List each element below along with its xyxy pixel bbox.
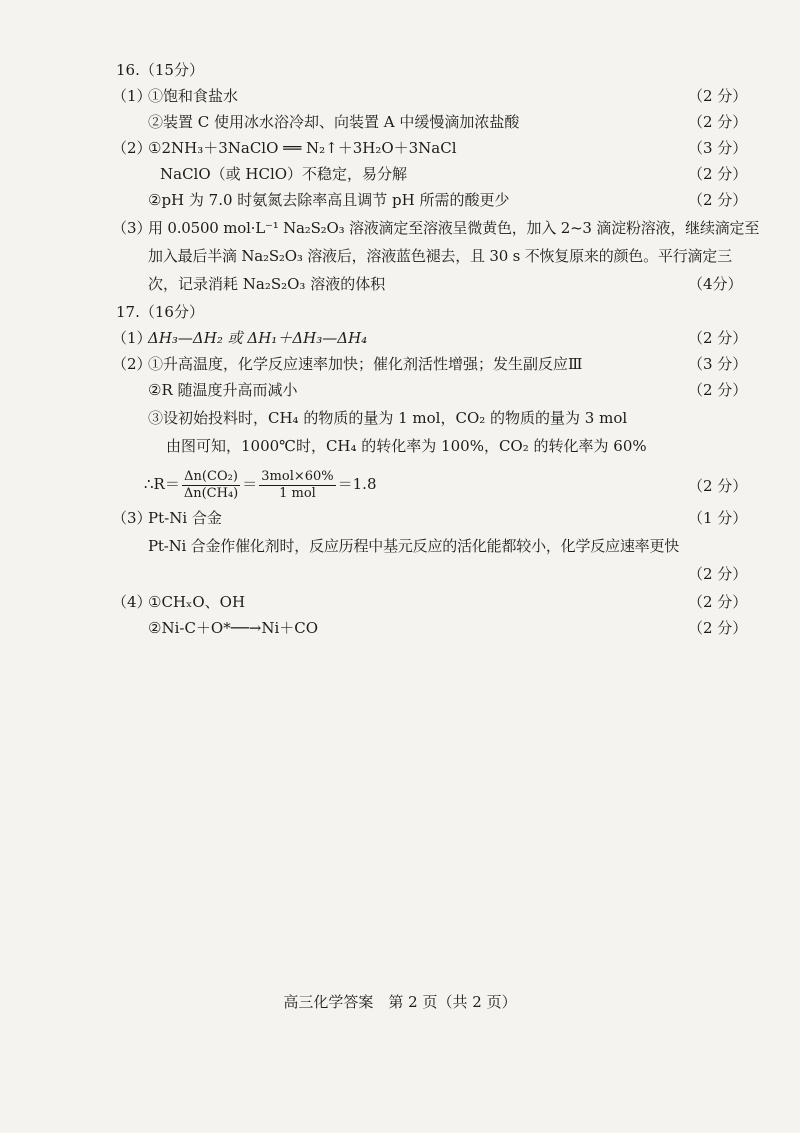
q17-part4-answer-a: ①CHₓO、OH bbox=[148, 593, 246, 611]
q16-header: 16.（15分） bbox=[116, 61, 204, 79]
q17-part2-label: （2） bbox=[112, 355, 152, 373]
q17-part1-answer: ΔH₃—ΔH₂ 或 ΔH₁＋ΔH₃—ΔH₄ bbox=[148, 329, 368, 347]
q17-part2-answer-b: ②R 随温度升高而减小 bbox=[148, 381, 298, 399]
q16-part3-label: （3） bbox=[112, 219, 152, 237]
q16-part1-label: （1） bbox=[112, 87, 152, 105]
q17-part3-a-score: （1 分） bbox=[688, 509, 748, 527]
q16-part3-score: （4分） bbox=[688, 275, 743, 293]
q16-part2-answer-b: ②pH 为 7.0 时氨氮去除率高且调节 pH 所需的酸更少 bbox=[148, 191, 510, 209]
q16-part1-b-score: （2 分） bbox=[688, 113, 748, 131]
formula-fraction-1 bbox=[182, 469, 240, 502]
q17-part1-score: （2 分） bbox=[688, 329, 748, 347]
q16-part3-line3: 次，记录消耗 Na₂S₂O₃ 溶液的体积 bbox=[148, 275, 386, 293]
q17-part2-answer-c: ③设初始投料时，CH₄ 的物质的量为 1 mol，CO₂ 的物质的量为 3 mol bbox=[148, 409, 628, 427]
formula-numerator-1: Δn(CO₂) bbox=[182, 469, 240, 486]
q17-part2-answer-a: ①升高温度，化学反应速率加快；催化剂活性增强；发生副反应Ⅲ bbox=[148, 355, 583, 373]
q16-part2-label: （2） bbox=[112, 139, 152, 157]
page-footer: 高三化学答案 第 2 页（共 2 页） bbox=[283, 993, 517, 1011]
q17-part4-answer-b: ②Ni-C＋O*──→Ni＋CO bbox=[148, 619, 319, 637]
formula-denominator-2: 1 mol bbox=[279, 485, 316, 501]
q16-part2-a-score: （3 分） bbox=[688, 139, 748, 157]
q17-part3-answer-a: Pt-Ni 合金 bbox=[148, 509, 222, 527]
formula-prefix: ∴R＝ bbox=[144, 475, 180, 493]
q17-part2-answer-c2: 由图可知，1000℃时，CH₄ 的转化率为 100%，CO₂ 的转化率为 60% bbox=[166, 437, 647, 455]
q17-part3-label: （3） bbox=[112, 509, 152, 527]
q17-part3-answer-b: Pt-Ni 合金作催化剂时，反应历程中基元反应的活化能都较小，化学反应速率更快 bbox=[148, 537, 680, 555]
formula-numerator-2: 3mol×60% bbox=[261, 468, 334, 484]
q17-part4-b-score: （2 分） bbox=[688, 619, 748, 637]
q17-part2-a-score: （3 分） bbox=[688, 355, 748, 373]
formula-result: ＝1.8 bbox=[337, 475, 377, 493]
q16-part3-line2: 加入最后半滴 Na₂S₂O₃ 溶液后，溶液蓝色褪去，且 30 s 不恢复原来的颜色。平行滴定三 bbox=[148, 247, 732, 265]
q17-part4-a-score: （2 分） bbox=[688, 593, 748, 611]
q16-part1-a-score: （2 分） bbox=[688, 87, 748, 105]
q17-header: 17.（16分） bbox=[116, 303, 204, 321]
q16-part2-a2-score: （2 分） bbox=[688, 165, 748, 183]
formula-equals: ＝ bbox=[242, 475, 258, 493]
q17-part3-b-score: （2 分） bbox=[688, 565, 748, 583]
q16-part1-answer-a: ①饱和食盐水 bbox=[148, 87, 239, 105]
q16-part2-equation: ①2NH₃＋3NaClO ══ N₂↑＋3H₂O＋3NaCl bbox=[148, 139, 457, 157]
q17-ratio-formula bbox=[144, 466, 377, 502]
q17-formula-score: （2 分） bbox=[688, 477, 748, 495]
q17-part1-label: （1） bbox=[112, 329, 152, 347]
q16-part2-reason: NaClO（或 HClO）不稳定，易分解 bbox=[160, 165, 408, 183]
formula-fraction-2 bbox=[259, 469, 335, 502]
q16-part2-b-score: （2 分） bbox=[688, 191, 748, 209]
q17-part2-b-score: （2 分） bbox=[688, 381, 748, 399]
q16-part1-answer-b: ②装置 C 使用冰水浴冷却、向装置 A 中缓慢滴加浓盐酸 bbox=[148, 113, 520, 131]
q17-part4-label: （4） bbox=[112, 593, 152, 611]
q16-part3-line1: 用 0.0500 mol·L⁻¹ Na₂S₂O₃ 溶液滴定至溶液呈微黄色，加入 2~3 滴淀粉溶液，继续滴定至 bbox=[148, 219, 760, 237]
formula-denominator-1: Δn(CH₄) bbox=[183, 485, 239, 501]
